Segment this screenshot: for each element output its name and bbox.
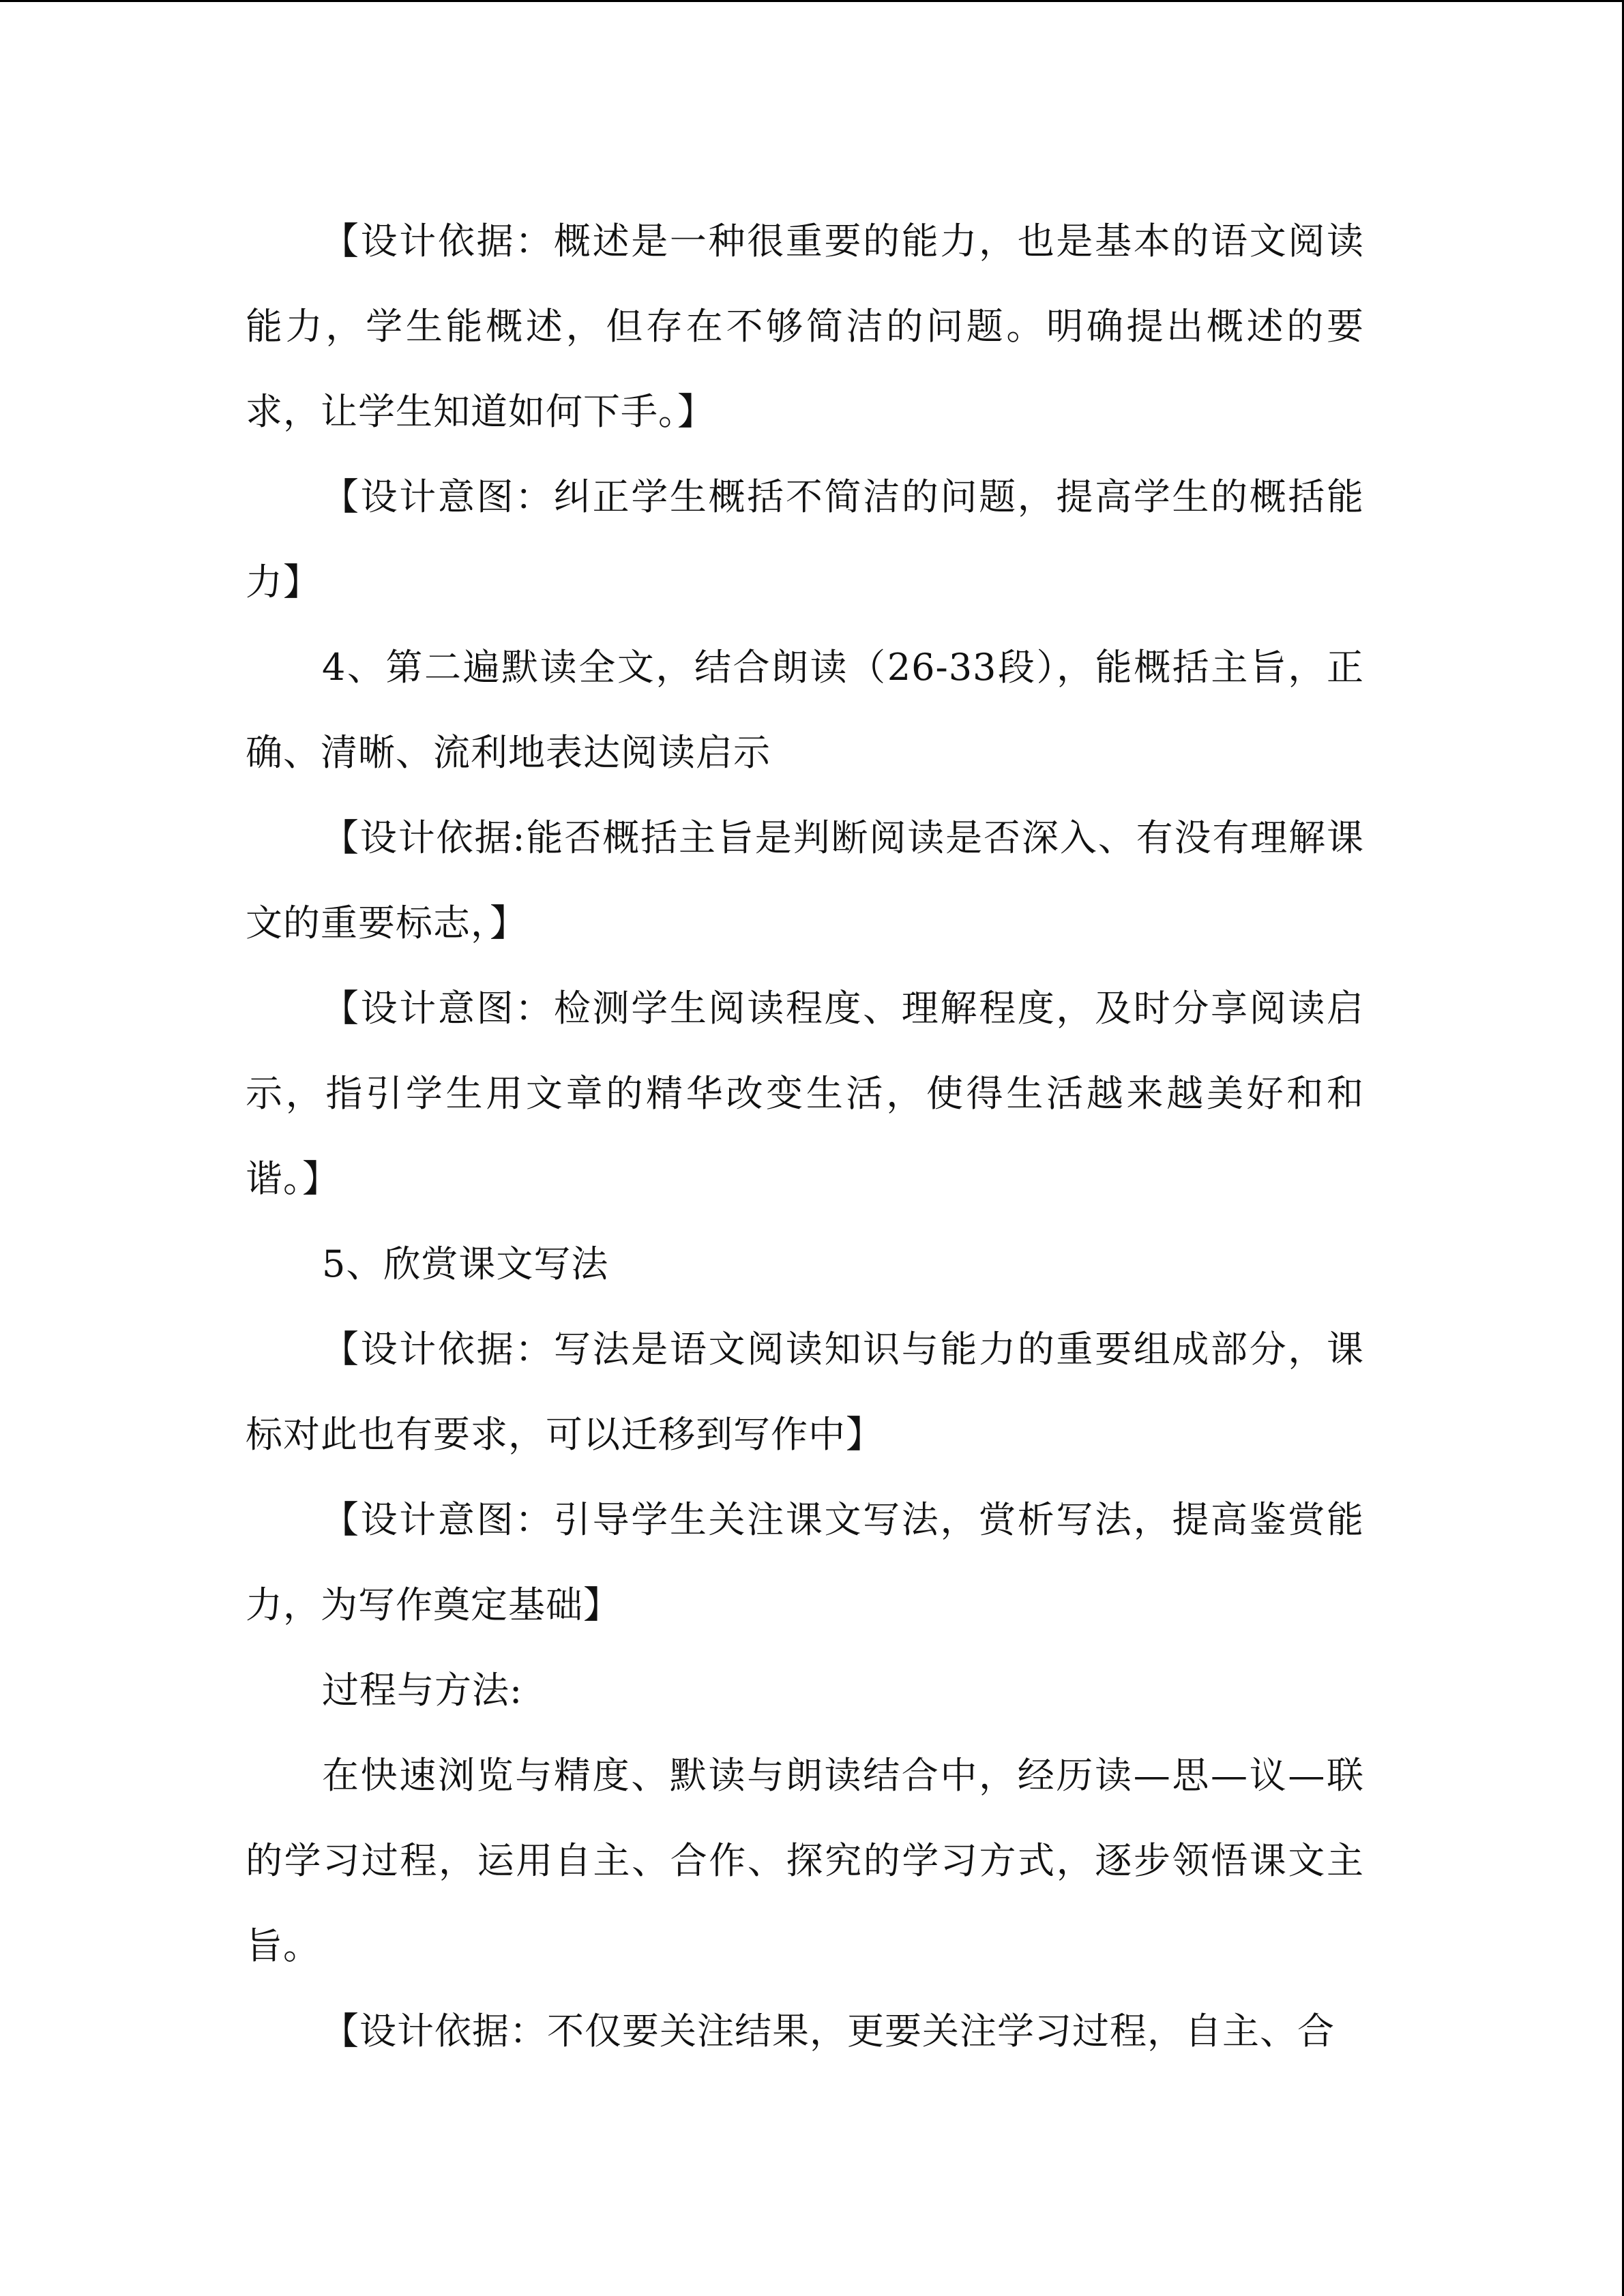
- paragraph-design-basis-writing: 【设计依据：写法是语文阅读知识与能力的重要组成部分，课标对此也有要求，可以迁移到写作中】: [246, 1328, 1364, 1456]
- paragraph-process-heading: 过程与方法:: [322, 1669, 523, 1712]
- paragraph-design-basis-process: 【设计依据：不仅要关注结果，更要关注学习过程，自主、合: [322, 2010, 1335, 2053]
- paragraph-step-5: 5、欣赏课文写法: [322, 1242, 609, 1285]
- paragraph-design-intent-writing: 【设计意图：引导学生关注课文写法，赏析写法，提高鉴赏能力，为写作奠定基础】: [246, 1498, 1364, 1626]
- paragraph-design-basis-summary: 【设计依据：概述是一种很重要的能力，也是基本的语文阅读能力，学生能概述，但存在不够简洁的问题。明确提出概述的要求，让学生知道如何下手。】: [246, 220, 1364, 433]
- paragraph-design-intent-summary: 【设计意图：纠正学生概括不简洁的问题，提高学生的概括能力】: [246, 475, 1364, 603]
- paragraph-step-4: 4、第二遍默读全文，结合朗读（26-33段），能概括主旨，正确、清晰、流利地表达阅读启示: [246, 646, 1364, 774]
- paragraph-process-description: 在快速浏览与精度、默读与朗读结合中，经历读—思—议—联的学习过程，运用自主、合作、探究的学习方式，逐步领悟课文主旨。: [246, 1754, 1364, 1967]
- paragraph-design-intent-theme: 【设计意图：检测学生阅读程度、理解程度，及时分享阅读启示，指引学生用文章的精华改变生活，使得生活越来越美好和和谐。】: [246, 987, 1364, 1200]
- document-body: [246, 198, 1364, 2074]
- paragraph-design-basis-theme: 【设计依据:能否概括主旨是判断阅读是否深入、有没有理解课文的重要标志，】: [246, 816, 1364, 944]
